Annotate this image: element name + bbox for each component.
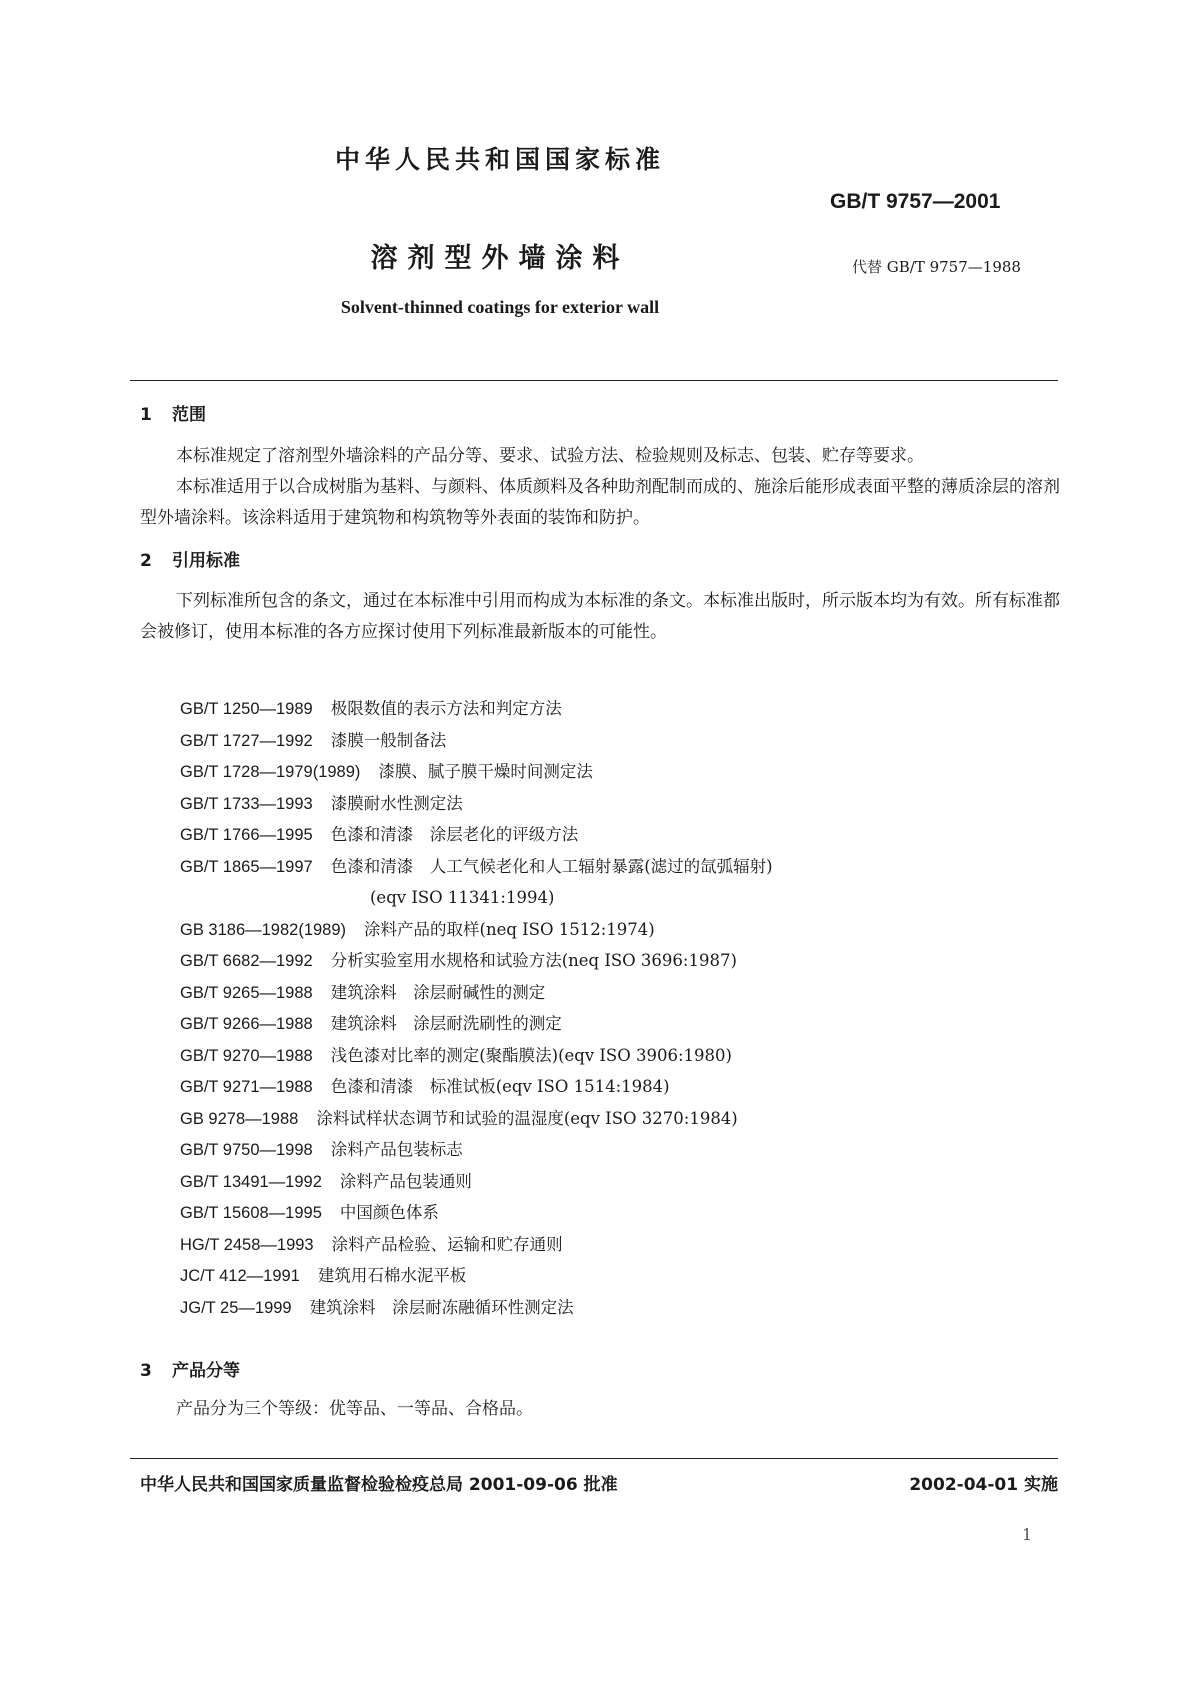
reference-title: 浅色漆对比率的测定(聚酯膜法)(eqv ISO 3906:1980) <box>330 1045 732 1065</box>
reference-code: GB/T 1728—1979(1989) <box>180 763 361 781</box>
paragraph: 本标准规定了溶剂型外墙涂料的产品分等、要求、试验方法、检验规则及标志、包装、贮存等要求。 <box>176 446 924 466</box>
reference-list <box>180 693 773 1323</box>
reference-code: JC/T 412—1991 <box>180 1267 300 1285</box>
section-title: 引用标准 <box>172 551 240 571</box>
reference-item <box>180 1166 773 1198</box>
reference-code: GB 9278—1988 <box>180 1109 299 1128</box>
reference-title: 漆膜耐水性测定法 <box>330 793 463 813</box>
paragraph: 下列标准所包含的条文，通过在本标准中引用而构成为本标准的条文。本标准出版时，所示版本均为有效。所有标准都会被修订，使用本标准的各方应探讨使用下列标准最新版本的可能性。 <box>140 591 1060 642</box>
reference-item <box>180 1071 773 1103</box>
effective-date: 2002-04-01 实施 <box>909 1475 1058 1495</box>
reference-code: JG/T 25—1999 <box>180 1298 292 1317</box>
approval-statement: 中华人民共和国国家质量监督检验检疫总局 2001-09-06 批准 <box>140 1475 618 1495</box>
reference-title: 建筑用石棉水泥平板 <box>317 1266 467 1285</box>
footer-divider <box>130 1458 1058 1459</box>
reference-item <box>180 914 773 946</box>
paragraph: 产品分为三个等级：优等品、一等品、合格品。 <box>176 1399 533 1419</box>
reference-item <box>180 1103 773 1135</box>
reference-code: GB/T 6682—1992 <box>180 952 313 970</box>
reference-code: GB/T 9271—1988 <box>180 1078 313 1096</box>
reference-title: 色漆和清漆 标准试板(eqv ISO 1514:1984) <box>330 1077 670 1096</box>
header-divider <box>130 380 1058 381</box>
reference-title: 色漆和清漆 人工气候老化和人工辐射暴露(滤过的氙弧辐射) <box>330 856 773 876</box>
reference-title: 涂料产品包装标志 <box>330 1140 463 1159</box>
paragraph: 本标准适用于以合成树脂为基料、与颜料、体质颜料及各种助剂配制而成的、施涂后能形成表面平整的薄质涂层的溶剂型外墙涂料。该涂料适用于建筑物和构筑物等外表面的装饰和防护。 <box>140 477 1060 528</box>
reference-code: GB/T 1727—1992 <box>180 731 313 750</box>
reference-title: 涂料试样状态调节和试验的温湿度(eqv ISO 3270:1984) <box>316 1108 738 1128</box>
reference-item <box>180 1134 773 1166</box>
reference-title: 建筑涂料 涂层耐冻融循环性测定法 <box>309 1297 574 1317</box>
reference-title: 涂料产品的取样(neq ISO 1512:1974) <box>364 919 655 939</box>
reference-item <box>180 725 773 757</box>
section-number: 1 <box>140 405 152 425</box>
reference-title: 建筑涂料 涂层耐洗刷性的测定 <box>330 1014 562 1033</box>
reference-code: GB/T 1766—1995 <box>180 826 313 844</box>
reference-item <box>180 1008 773 1040</box>
reference-item <box>180 1229 773 1261</box>
section-title: 范围 <box>172 405 206 425</box>
reference-item <box>180 977 773 1009</box>
reference-code: HG/T 2458—1993 <box>180 1235 314 1254</box>
standard-number: GB/T 9757—2001 <box>830 190 1001 213</box>
section-number: 2 <box>140 551 152 571</box>
country-standard-heading: 中华人民共和国国家标准 <box>334 145 665 174</box>
reference-item <box>180 851 773 883</box>
reference-title: 中国颜色体系 <box>339 1203 439 1222</box>
section-title: 产品分等 <box>172 1361 240 1381</box>
reference-item <box>180 788 773 820</box>
document-title-en: Solvent-thinned coatings for exterior wall <box>340 297 660 317</box>
reference-title: 极限数值的表示方法和判定方法 <box>330 699 562 718</box>
reference-title: 建筑涂料 涂层耐碱性的测定 <box>330 982 546 1002</box>
replaces-standard: 代替 GB/T 9757—1988 <box>852 258 1021 276</box>
reference-title: 涂料产品包装通则 <box>339 1171 472 1191</box>
reference-code: GB 3186—1982(1989) <box>180 920 347 939</box>
reference-code: GB/T 9266—1988 <box>180 1015 313 1033</box>
reference-code: GB/T 9265—1988 <box>180 983 313 1002</box>
reference-title: 漆膜、腻子膜干燥时间测定法 <box>378 762 593 781</box>
section-heading <box>140 546 240 571</box>
reference-code: GB/T 1250—1989 <box>180 700 313 718</box>
reference-item <box>180 756 773 788</box>
page-number: 1 <box>1022 1525 1033 1544</box>
reference-code: GB/T 1733—1993 <box>180 794 313 813</box>
reference-title: 色漆和清漆 涂层老化的评级方法 <box>330 825 579 844</box>
reference-code: GB/T 9750—1998 <box>180 1141 313 1159</box>
reference-item <box>180 1040 773 1072</box>
reference-item <box>180 693 773 725</box>
reference-title: 涂料产品检验、运输和贮存通则 <box>331 1234 563 1254</box>
section-heading <box>140 400 206 425</box>
reference-item <box>180 945 773 977</box>
reference-title: 分析实验室用水规格和试验方法(neq ISO 3696:1987) <box>330 951 737 970</box>
reference-continuation: (eqv ISO 11341:1994) <box>370 888 555 907</box>
reference-title: 漆膜一般制备法 <box>330 730 447 750</box>
section-number: 3 <box>140 1361 152 1381</box>
section-heading <box>140 1356 240 1381</box>
reference-item <box>180 1292 773 1324</box>
reference-code: GB/T 1865—1997 <box>180 857 313 876</box>
reference-code: GB/T 9270—1988 <box>180 1046 313 1065</box>
reference-code: GB/T 15608—1995 <box>180 1204 322 1222</box>
document-title-cn: 溶剂型外墙涂料 <box>370 243 630 274</box>
reference-code: GB/T 13491—1992 <box>180 1172 322 1191</box>
reference-item <box>180 1197 773 1229</box>
reference-item <box>180 819 773 851</box>
reference-item <box>180 1260 773 1292</box>
